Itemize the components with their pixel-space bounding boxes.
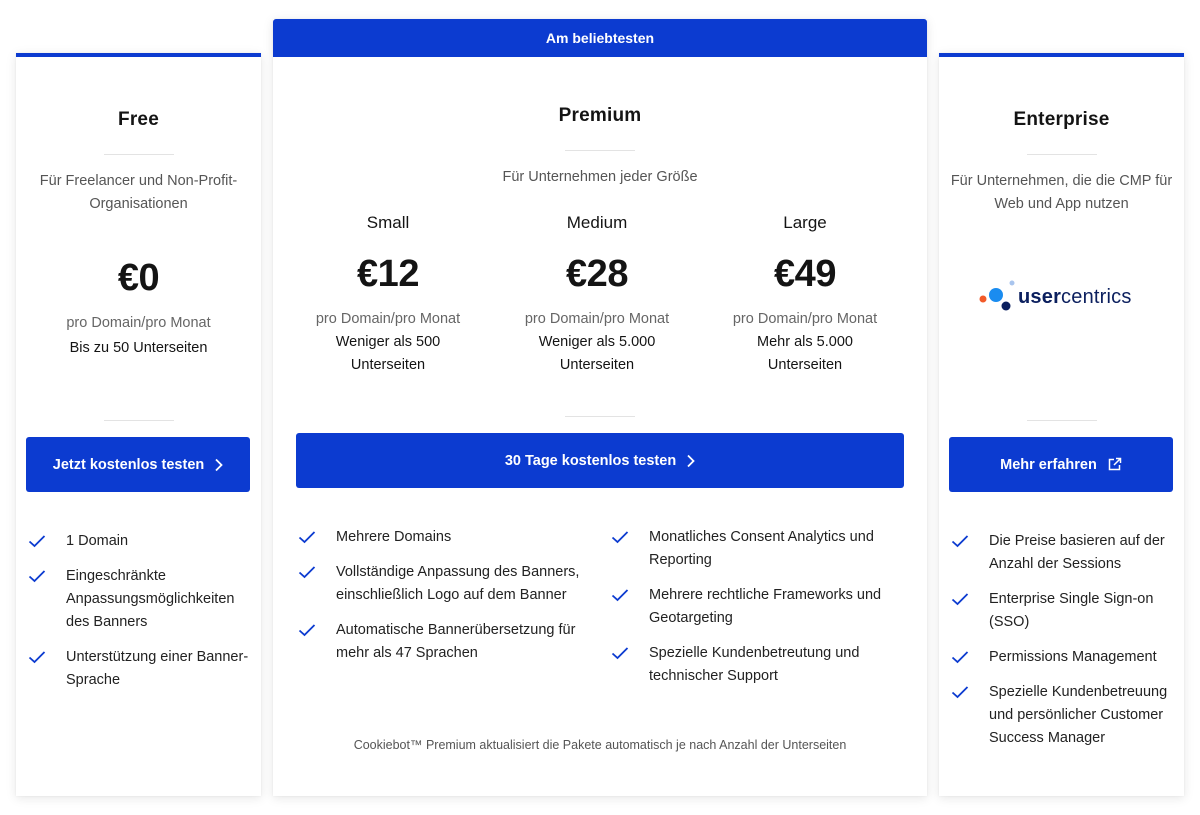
feature-item	[28, 646, 250, 692]
feature-item	[28, 565, 250, 634]
cta-label: Jetzt kostenlos testen	[52, 456, 205, 473]
feature-text: Unterstützung einer Banner-Sprache	[66, 649, 249, 688]
feature-text: Enterprise Single Sign-on (SSO)	[989, 591, 1154, 630]
plan-subtitle: Für Unternehmen jeder Größe	[502, 169, 698, 185]
logo-text-bold: user	[1018, 285, 1062, 308]
try-30-days-button[interactable]	[296, 433, 904, 488]
feature-text: Spezielle Kundenbetreutung und technischer Support	[649, 645, 860, 684]
plan-title: Enterprise	[1013, 109, 1110, 130]
feature-text: Eingeschränkte Anpassungsmöglichkeiten des Banners	[66, 568, 235, 630]
feature-list	[951, 530, 1179, 762]
plan-title: Free	[118, 109, 159, 130]
plan-title: Premium	[558, 105, 642, 126]
feature-text: Vollständige Anpassung des Banners, einschließlich Logo auf dem Banner	[336, 564, 580, 603]
logo-text: centrics	[1061, 285, 1132, 308]
check-icon	[298, 622, 316, 645]
learn-more-button[interactable]	[949, 437, 1173, 492]
tier-name-medium: Medium	[566, 213, 628, 232]
page-limit: Mehr als 5.000 Unterseiten	[757, 334, 853, 373]
external-link-icon	[1107, 457, 1122, 472]
feature-item	[951, 646, 1179, 669]
feature-item	[611, 526, 911, 572]
price-period: pro Domain/pro Monat	[524, 311, 670, 327]
most-popular-ribbon: Am beliebtesten	[273, 19, 927, 57]
plan-subtitle: Für Freelancer und Non-Profit-Organisationen	[39, 173, 238, 212]
cta-label: 30 Tage kostenlos testen	[504, 452, 677, 469]
price-period: pro Domain/pro Monat	[315, 311, 461, 327]
check-icon	[298, 564, 316, 587]
feature-item	[298, 619, 583, 665]
feature-item	[951, 530, 1179, 576]
divider	[104, 154, 174, 155]
divider	[565, 416, 635, 417]
check-icon	[951, 533, 969, 556]
check-icon	[611, 587, 629, 610]
feature-text: Die Preise basieren auf der Anzahl der Sessions	[989, 533, 1165, 572]
chevron-right-icon	[686, 454, 695, 468]
check-icon	[951, 649, 969, 672]
divider	[1027, 154, 1097, 155]
page-limit: Weniger als 500 Unterseiten	[335, 334, 441, 373]
page-limit: Weniger als 5.000 Unterseiten	[538, 334, 656, 373]
check-icon	[951, 684, 969, 707]
plan-card-premium	[273, 19, 927, 796]
check-icon	[951, 591, 969, 614]
plan-subtitle: Für Unternehmen, die die CMP für Web und App nutzen	[950, 173, 1173, 212]
feature-item	[951, 588, 1179, 634]
feature-text: Mehrere rechtliche Frameworks und Geotargeting	[649, 587, 882, 626]
feature-text: Spezielle Kundenbetreuung und persönlicher Customer Success Manager	[989, 684, 1168, 746]
check-icon	[28, 649, 46, 672]
check-icon	[611, 529, 629, 552]
usercentrics-logo-mark	[977, 277, 1017, 317]
tier-name-large: Large	[783, 213, 827, 232]
check-icon	[611, 645, 629, 668]
feature-item	[298, 526, 583, 549]
check-icon	[28, 533, 46, 556]
usercentrics-logo	[977, 277, 1132, 317]
check-icon	[28, 568, 46, 591]
price-period: pro Domain/pro Monat	[66, 315, 211, 331]
feature-item	[611, 642, 911, 688]
tier-price-large: €49	[774, 253, 836, 295]
divider	[565, 150, 635, 151]
price-period: pro Domain/pro Monat	[732, 311, 878, 327]
tier-price-medium: €28	[566, 253, 628, 295]
feature-item	[28, 530, 250, 553]
feature-item	[951, 681, 1179, 750]
feature-list	[611, 526, 911, 700]
feature-text: Permissions Management	[989, 649, 1157, 665]
feature-list	[28, 530, 250, 704]
cta-label: Mehr erfahren	[1000, 456, 1097, 473]
footnote: Cookiebot™ Premium aktualisiert die Pakete automatisch je nach Anzahl der Unterseiten	[353, 738, 847, 752]
tier-name-small: Small	[366, 213, 410, 232]
feature-item	[298, 561, 583, 607]
feature-item	[611, 584, 911, 630]
plan-price: €0	[117, 257, 160, 299]
feature-text: Automatische Bannerübersetzung für mehr als 47 Sprachen	[336, 622, 576, 661]
feature-text: 1 Domain	[66, 533, 129, 549]
check-icon	[298, 529, 316, 552]
divider	[104, 420, 174, 421]
tier-price-small: €12	[357, 253, 419, 295]
feature-text: Mehrere Domains	[336, 529, 452, 545]
try-free-button[interactable]	[26, 437, 250, 492]
feature-list	[298, 526, 583, 677]
plan-card-free	[16, 53, 261, 796]
page-limit: Bis zu 50 Unterseiten	[69, 340, 208, 356]
divider	[1027, 420, 1097, 421]
chevron-right-icon	[214, 458, 223, 472]
feature-text: Monatliches Consent Analytics und Reporting	[649, 529, 874, 568]
plan-card-enterprise	[939, 53, 1184, 796]
